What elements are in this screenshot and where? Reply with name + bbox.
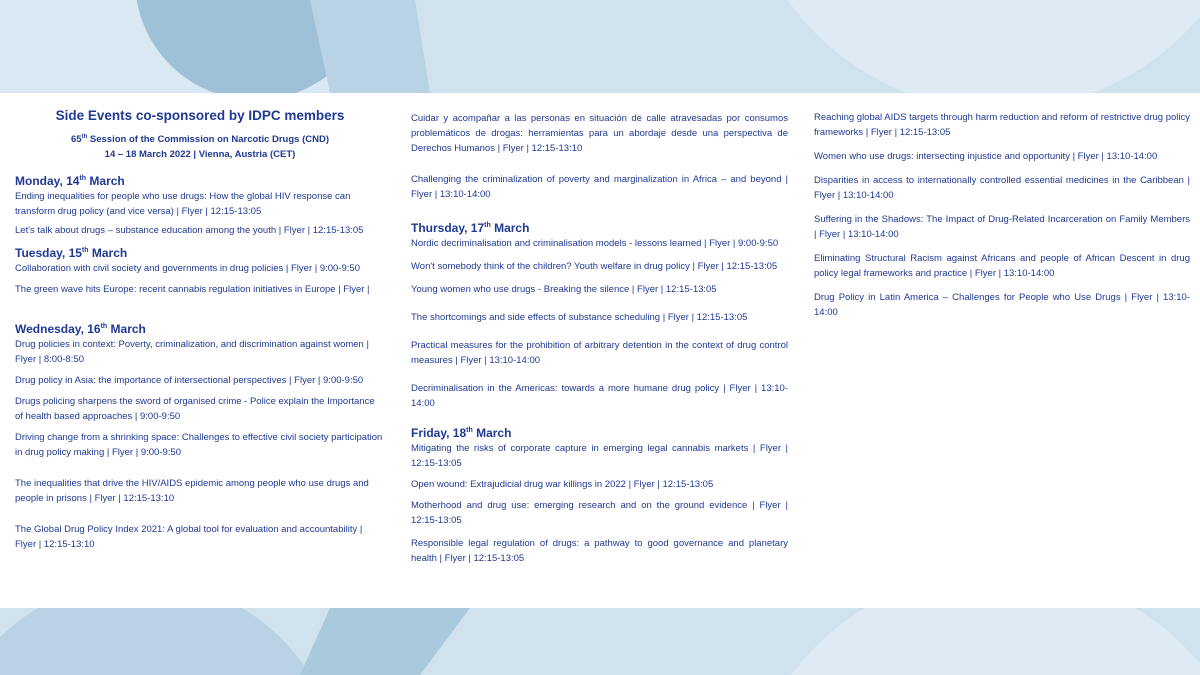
session-dates: 14 – 18 March 2022 | Vienna, Austria (CET) [104,149,296,161]
event-item[interactable]: Drug Policy in Latin America – Challenges for People who Use Drugs | Flyer | 13:10-14:00 [814,292,1190,318]
event-item[interactable]: Young women who use drugs - Breaking the silence | Flyer | 12:15-13:05 [411,284,717,295]
event-item[interactable]: Motherhood and drug use: emerging research and on the ground evidence | Flyer | 12:15-13:05 [411,500,788,526]
event-item[interactable]: Mitigating the risks of corporate capture in emerging legal cannabis markets | Flyer | 12:15-13:05 [411,443,788,469]
day-heading-thursday: Thursday, 17th March [411,221,530,235]
event-item[interactable]: Ending inequalities for people who use drugs: How the global HIV response can transform drug policy (and vice versa) | Flyer | 12:15-13:05 [15,191,351,218]
event-item[interactable]: Drug policies in context: Poverty, criminalization, and discrimination against women | Flyer | 8:00-8:50 [15,339,369,366]
event-item[interactable]: The green wave hits Europe: recent cannabis regulation initiatives in Europe | Flyer | [15,284,370,296]
event-item[interactable]: Reaching global AIDS targets through harm reduction and reform of restrictive drug policy frameworks | Flyer | 12:15-13:05 [814,112,1190,138]
event-item[interactable]: Collaboration with civil society and governments in drug policies | Flyer | 9:00-9:50 [15,263,360,275]
event-item[interactable]: Won't somebody think of the children? Youth welfare in drug policy | Flyer | 12:15-13:05 [411,261,778,272]
event-item[interactable]: Drug policy in Asia: the importance of intersectional perspectives | Flyer | 9:00-9:50 [15,375,364,387]
column-left [15,93,385,608]
event-item[interactable]: Nordic decriminalisation and criminalisation models - lessons learned | Flyer | 9:00-9:50 [411,238,779,249]
day-heading-wednesday: Wednesday, 16th March [15,322,146,337]
event-item[interactable]: The inequalities that drive the HIV/AIDS epidemic among people who use drugs and people in prisons | Flyer | 12:15-13:10 [15,478,369,505]
event-item[interactable]: Responsible legal regulation of drugs: a pathway to good governance and planetary health | Flyer | 12:15-13:05 [411,538,788,564]
event-item[interactable]: Driving change from a shrinking space: Challenges to effective civil society participation in drug policy making | Flyer | 9:00-9:50 [15,432,383,459]
event-item[interactable]: Drugs policing sharpens the sword of organised crime - Police explain the Importance of health based approaches | 9:00-9:50 [15,396,375,423]
event-item[interactable]: Cuidar y acompañar a las personas en situación de calle atravesadas por consumos problemáticos de drogas: herramientas para un abordaje desde una perspectiva de Derechos Humanos | Flyer | 12:15-13:10 [411,113,788,154]
event-item[interactable]: Suffering in the Shadows: The Impact of Drug-Related Incarceration on Family Members | Flyer | 13:10-14:00 [814,214,1190,240]
event-item[interactable]: Disparities in access to internationally controlled essential medicines in the Caribbean | Flyer | 13:10-14:00 [814,175,1190,201]
event-item[interactable]: Challenging the criminalization of poverty and marginalization in Africa – and beyond | Flyer | 13:10-14:00 [411,174,788,200]
event-item[interactable]: The shortcomings and side effects of substance scheduling | Flyer | 12:15-13:05 [411,312,748,323]
session-line: 65th Session of the Commission on Narcotic Drugs (CND) [71,134,329,146]
column-middle [411,93,788,608]
event-item[interactable]: Women who use drugs: intersecting injustice and opportunity | Flyer | 13:10-14:00 [814,151,1158,162]
day-heading-friday: Friday, 18th March [411,426,512,440]
day-heading-monday: Monday, 14th March [15,174,125,189]
event-item[interactable]: Let's talk about drugs – substance education among the youth | Flyer | 12:15-13:05 [15,225,364,237]
event-item[interactable]: Open wound: Extrajudicial drug war killings in 2022 | Flyer | 12:15-13:05 [411,479,714,490]
event-item[interactable]: Decriminalisation in the Americas: towards a more humane drug policy | Flyer | 13:10-14:00 [411,383,788,409]
event-item[interactable]: Eliminating Structural Racism against Africans and people of African Descent in drug policy legal frameworks and practice | Flyer | 13:10-14:00 [814,253,1190,279]
events-sheet [0,93,1200,608]
day-heading-tuesday: Tuesday, 15th March [15,246,128,261]
column-right [814,93,1190,608]
event-item[interactable]: Practical measures for the prohibition of arbitrary detention in the context of drug control measures | Flyer | 13:10-14:00 [411,340,788,366]
page-title: Side Events co-sponsored by IDPC members [55,108,345,123]
event-item[interactable]: The Global Drug Policy Index 2021: A global tool for evaluation and accountability | Flyer | 12:15-13:10 [15,524,363,551]
